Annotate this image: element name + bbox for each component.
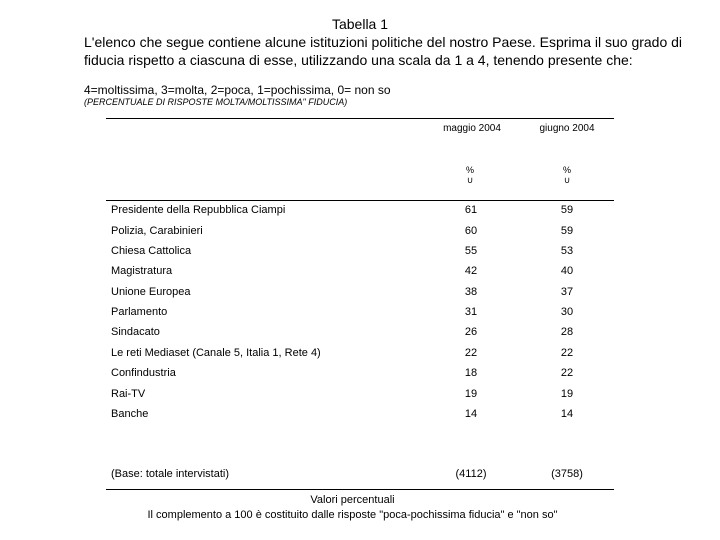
- value-giugno: 14: [560, 408, 574, 420]
- scale-legend: 4=moltissima, 3=molta, 2=poca, 1=pochissima, 0= non so: [84, 83, 391, 97]
- table-row: [111, 388, 631, 404]
- value-giugno: 40: [560, 265, 574, 277]
- value-giugno: 28: [560, 326, 574, 338]
- value-maggio: 55: [464, 245, 478, 257]
- value-giugno: 19: [560, 388, 574, 400]
- table-title: Tabella 1: [331, 16, 389, 32]
- value-maggio: 14: [464, 408, 478, 420]
- row-label: Sindacato: [111, 326, 160, 338]
- header-rule: [106, 200, 614, 201]
- table-subtitle: (PERCENTUALE DI RISPOSTE MOLTA/MOLTISSIMA" FIDUCIA): [84, 97, 348, 107]
- row-label: Presidente della Repubblica Ciampi: [111, 204, 286, 216]
- value-maggio: 18: [464, 367, 478, 379]
- footer-note: Valori percentuali: [310, 494, 395, 506]
- unit-mark-icon: ∪: [563, 175, 571, 185]
- row-label: Unione Europea: [111, 286, 191, 298]
- value-giugno: 22: [560, 347, 574, 359]
- table-row: [111, 286, 631, 302]
- value-maggio: 38: [464, 286, 478, 298]
- row-label: Confindustria: [111, 367, 176, 379]
- base-value-giugno: (3758): [551, 468, 583, 480]
- column-header-giugno: giugno 2004: [539, 123, 595, 134]
- row-label: Banche: [111, 408, 149, 420]
- bottom-rule: [106, 489, 614, 490]
- base-label: (Base: totale intervistati): [111, 468, 229, 480]
- row-label: Rai-TV: [111, 388, 146, 400]
- table-row: [111, 347, 631, 363]
- table-row: [111, 245, 631, 261]
- value-giugno: 30: [560, 306, 574, 318]
- value-maggio: 26: [464, 326, 478, 338]
- value-giugno: 59: [560, 225, 574, 237]
- row-label: Polizia, Carabinieri: [111, 225, 203, 237]
- column-unit-maggio: [420, 165, 520, 185]
- value-giugno: 59: [560, 204, 574, 216]
- table-row: [111, 408, 631, 424]
- value-maggio: 61: [464, 204, 478, 216]
- row-label: Chiesa Cattolica: [111, 245, 192, 257]
- row-label: Le reti Mediaset (Canale 5, Italia 1, Rete 4): [111, 347, 321, 359]
- value-maggio: 22: [464, 347, 478, 359]
- value-giugno: 22: [560, 367, 574, 379]
- table-row: [111, 265, 631, 281]
- column-header-maggio: maggio 2004: [443, 123, 501, 134]
- table-row: [111, 204, 631, 220]
- row-label: Magistratura: [111, 265, 173, 277]
- percent-sign: %: [562, 165, 571, 175]
- value-maggio: 19: [464, 388, 478, 400]
- question-text: L'elenco che segue contiene alcune istituzioni politiche del nostro Paese. Esprima il suo grado di fiducia rispetto a ciascuna di esse, utilizzando una scala da 1 a 4, tenendo presente che:: [84, 34, 683, 68]
- value-maggio: 60: [464, 225, 478, 237]
- table-row: [111, 367, 631, 383]
- footer-note-complement: Il complemento a 100 è costituito dalle risposte "poca-pochissima fiducia" e "non so": [147, 509, 558, 521]
- table-row: [111, 306, 631, 322]
- base-value-maggio: (4112): [455, 468, 487, 480]
- top-rule: [106, 118, 614, 119]
- value-giugno: 53: [560, 245, 574, 257]
- percent-sign: %: [465, 165, 474, 175]
- value-giugno: 37: [560, 286, 574, 298]
- value-maggio: 42: [464, 265, 478, 277]
- base-row: [111, 468, 631, 484]
- column-unit-giugno: [517, 165, 617, 185]
- table-row: [111, 326, 631, 342]
- value-maggio: 31: [464, 306, 478, 318]
- unit-mark-icon: ∪: [466, 175, 474, 185]
- table-row: [111, 225, 631, 241]
- row-label: Parlamento: [111, 306, 168, 318]
